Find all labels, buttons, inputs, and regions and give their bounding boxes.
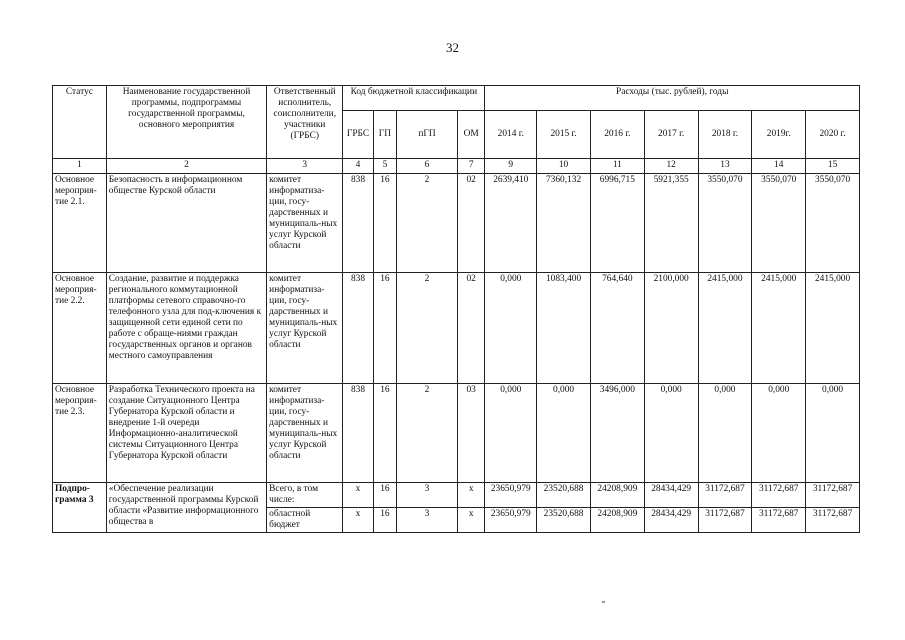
header-year-2020: 2020 г. xyxy=(806,111,860,159)
row-value-2019: 0,000 xyxy=(752,384,806,483)
row-value-2018: 31172,687 xyxy=(698,508,752,533)
row-name: Разработка Технического проекта на создание Ситуационного Центра Губернатора Курской области и внедрение 1-й очереди Информационно-аналитической системы Ситуационного Центра Губернатора Курской области xyxy=(106,384,266,483)
row-value-2020: 2415,000 xyxy=(806,273,860,384)
table-row xyxy=(53,483,860,508)
header-year-2018: 2018 г. xyxy=(698,111,752,159)
row-value-2020: 3550,070 xyxy=(806,174,860,273)
row-code-om: 03 xyxy=(457,384,484,483)
table-row xyxy=(53,174,860,273)
column-number: 3 xyxy=(267,159,343,174)
row-value-2014: 23650,979 xyxy=(485,483,537,508)
column-number: 9 xyxy=(485,159,537,174)
column-number: 12 xyxy=(644,159,698,174)
row-code-om: 02 xyxy=(457,273,484,384)
row-code-om: х xyxy=(457,483,484,508)
row-value-2017: 28434,429 xyxy=(644,483,698,508)
row-responsible: комитет информатиза-ции, госу-дарственных и муниципаль-ных услуг Курской области xyxy=(267,384,343,483)
row-value-2018: 2415,000 xyxy=(698,273,752,384)
row-name: Безопасность в информационном обществе Курской области xyxy=(106,174,266,273)
column-number: 7 xyxy=(457,159,484,174)
row-status: Основное мероприя-тие 2.3. xyxy=(53,384,107,483)
row-value-2014: 0,000 xyxy=(485,273,537,384)
row-value-2016: 764,640 xyxy=(590,273,644,384)
row-responsible: комитет информатиза-ции, госу-дарственных и муниципаль-ных услуг Курской области xyxy=(267,174,343,273)
header-code-grbs: ГРБС xyxy=(343,111,373,159)
subprogram-responsible: Всего, в том числе: xyxy=(267,483,343,508)
row-value-2015: 7360,132 xyxy=(537,174,591,273)
row-value-2015: 23520,688 xyxy=(537,508,591,533)
row-code-om: х xyxy=(457,508,484,533)
header-expenses: Расходы (тыс. рублей), годы xyxy=(485,86,860,111)
row-value-2015: 0,000 xyxy=(537,384,591,483)
scan-speck xyxy=(602,601,605,603)
row-code-gp: 16 xyxy=(373,483,396,508)
row-status: Основное мероприя-тие 2.1. xyxy=(53,174,107,273)
column-number: 5 xyxy=(373,159,396,174)
row-value-2020: 0,000 xyxy=(806,384,860,483)
page-number: 32 xyxy=(446,40,459,55)
row-value-2016: 24208,909 xyxy=(590,483,644,508)
table-row xyxy=(53,384,860,483)
row-status: Основное мероприя-тие 2.2. xyxy=(53,273,107,384)
row-value-2014: 2639,410 xyxy=(485,174,537,273)
row-code-pgp: 3 xyxy=(397,483,458,508)
row-value-2017: 0,000 xyxy=(644,384,698,483)
column-number: 1 xyxy=(53,159,107,174)
row-code-grbs: 838 xyxy=(343,174,373,273)
row-code-grbs: х xyxy=(343,508,373,533)
row-value-2019: 2415,000 xyxy=(752,273,806,384)
header-code-om: ОМ xyxy=(457,111,484,159)
row-value-2018: 31172,687 xyxy=(698,483,752,508)
column-number: 15 xyxy=(806,159,860,174)
row-value-2020: 31172,687 xyxy=(806,483,860,508)
column-number: 10 xyxy=(537,159,591,174)
column-number: 14 xyxy=(752,159,806,174)
column-number: 13 xyxy=(698,159,752,174)
column-number: 4 xyxy=(343,159,373,174)
row-code-grbs: 838 xyxy=(343,384,373,483)
budget-table xyxy=(52,85,860,533)
header-year-2019: 2019г. xyxy=(752,111,806,159)
row-value-2016: 24208,909 xyxy=(590,508,644,533)
row-code-gp: 16 xyxy=(373,174,396,273)
header-status: Статус xyxy=(53,86,107,159)
header-year-2016: 2016 г. xyxy=(590,111,644,159)
row-code-gp: 16 xyxy=(373,508,396,533)
row-value-2015: 1083,400 xyxy=(537,273,591,384)
row-code-pgp: 3 xyxy=(397,508,458,533)
row-value-2018: 0,000 xyxy=(698,384,752,483)
row-value-2017: 28434,429 xyxy=(644,508,698,533)
row-code-om: 02 xyxy=(457,174,484,273)
header-year-2014: 2014 г. xyxy=(485,111,537,159)
row-name: Создание, развитие и поддержка регионального коммутационной платформы сетевого справочно-го телефонного узла для под-ключения к защищенной сети единой сети по работе с обраще-ниями граждан государственных органов и органов местного самоуправления xyxy=(106,273,266,384)
row-value-2016: 6996,715 xyxy=(590,174,644,273)
row-value-2019: 31172,687 xyxy=(752,483,806,508)
row-value-2015: 23520,688 xyxy=(537,483,591,508)
row-value-2020: 31172,687 xyxy=(806,508,860,533)
subprogram-responsible: областной бюджет xyxy=(267,508,343,533)
header-name: Наименование государственной программы, подпрограммы государственной программы, основного мероприятия xyxy=(106,86,266,159)
column-number-row xyxy=(53,159,860,174)
subprogram-status: Подпро-грамма 3 xyxy=(53,483,107,533)
header-budget-code: Код бюджетной классификации xyxy=(343,86,485,111)
table-row xyxy=(53,273,860,384)
header-year-2015: 2015 г. xyxy=(537,111,591,159)
header-year-2017: 2017 г. xyxy=(644,111,698,159)
row-value-2014: 23650,979 xyxy=(485,508,537,533)
row-responsible: комитет информатиза-ции, госу-дарственных и муниципаль-ных услуг Курской области xyxy=(267,273,343,384)
row-code-grbs: 838 xyxy=(343,273,373,384)
header-code-gp: ГП xyxy=(373,111,396,159)
row-value-2017: 5921,355 xyxy=(644,174,698,273)
header-code-pgp: пГП xyxy=(397,111,458,159)
row-value-2018: 3550,070 xyxy=(698,174,752,273)
row-code-gp: 16 xyxy=(373,384,396,483)
row-code-pgp: 2 xyxy=(397,174,458,273)
row-code-pgp: 2 xyxy=(397,273,458,384)
column-number: 6 xyxy=(397,159,458,174)
row-value-2014: 0,000 xyxy=(485,384,537,483)
row-code-gp: 16 xyxy=(373,273,396,384)
subprogram-name: «Обеспечение реализации государственной программы Курской области «Развитие информационного общества в xyxy=(106,483,266,533)
column-number: 11 xyxy=(590,159,644,174)
header-responsible: Ответственный исполнитель, соисполнители, участники (ГРБС) xyxy=(267,86,343,159)
row-value-2016: 3496,000 xyxy=(590,384,644,483)
header-row-1 xyxy=(53,86,860,111)
row-code-grbs: х xyxy=(343,483,373,508)
row-value-2017: 2100,000 xyxy=(644,273,698,384)
row-value-2019: 31172,687 xyxy=(752,508,806,533)
row-code-pgp: 2 xyxy=(397,384,458,483)
column-number: 2 xyxy=(106,159,266,174)
row-value-2019: 3550,070 xyxy=(752,174,806,273)
